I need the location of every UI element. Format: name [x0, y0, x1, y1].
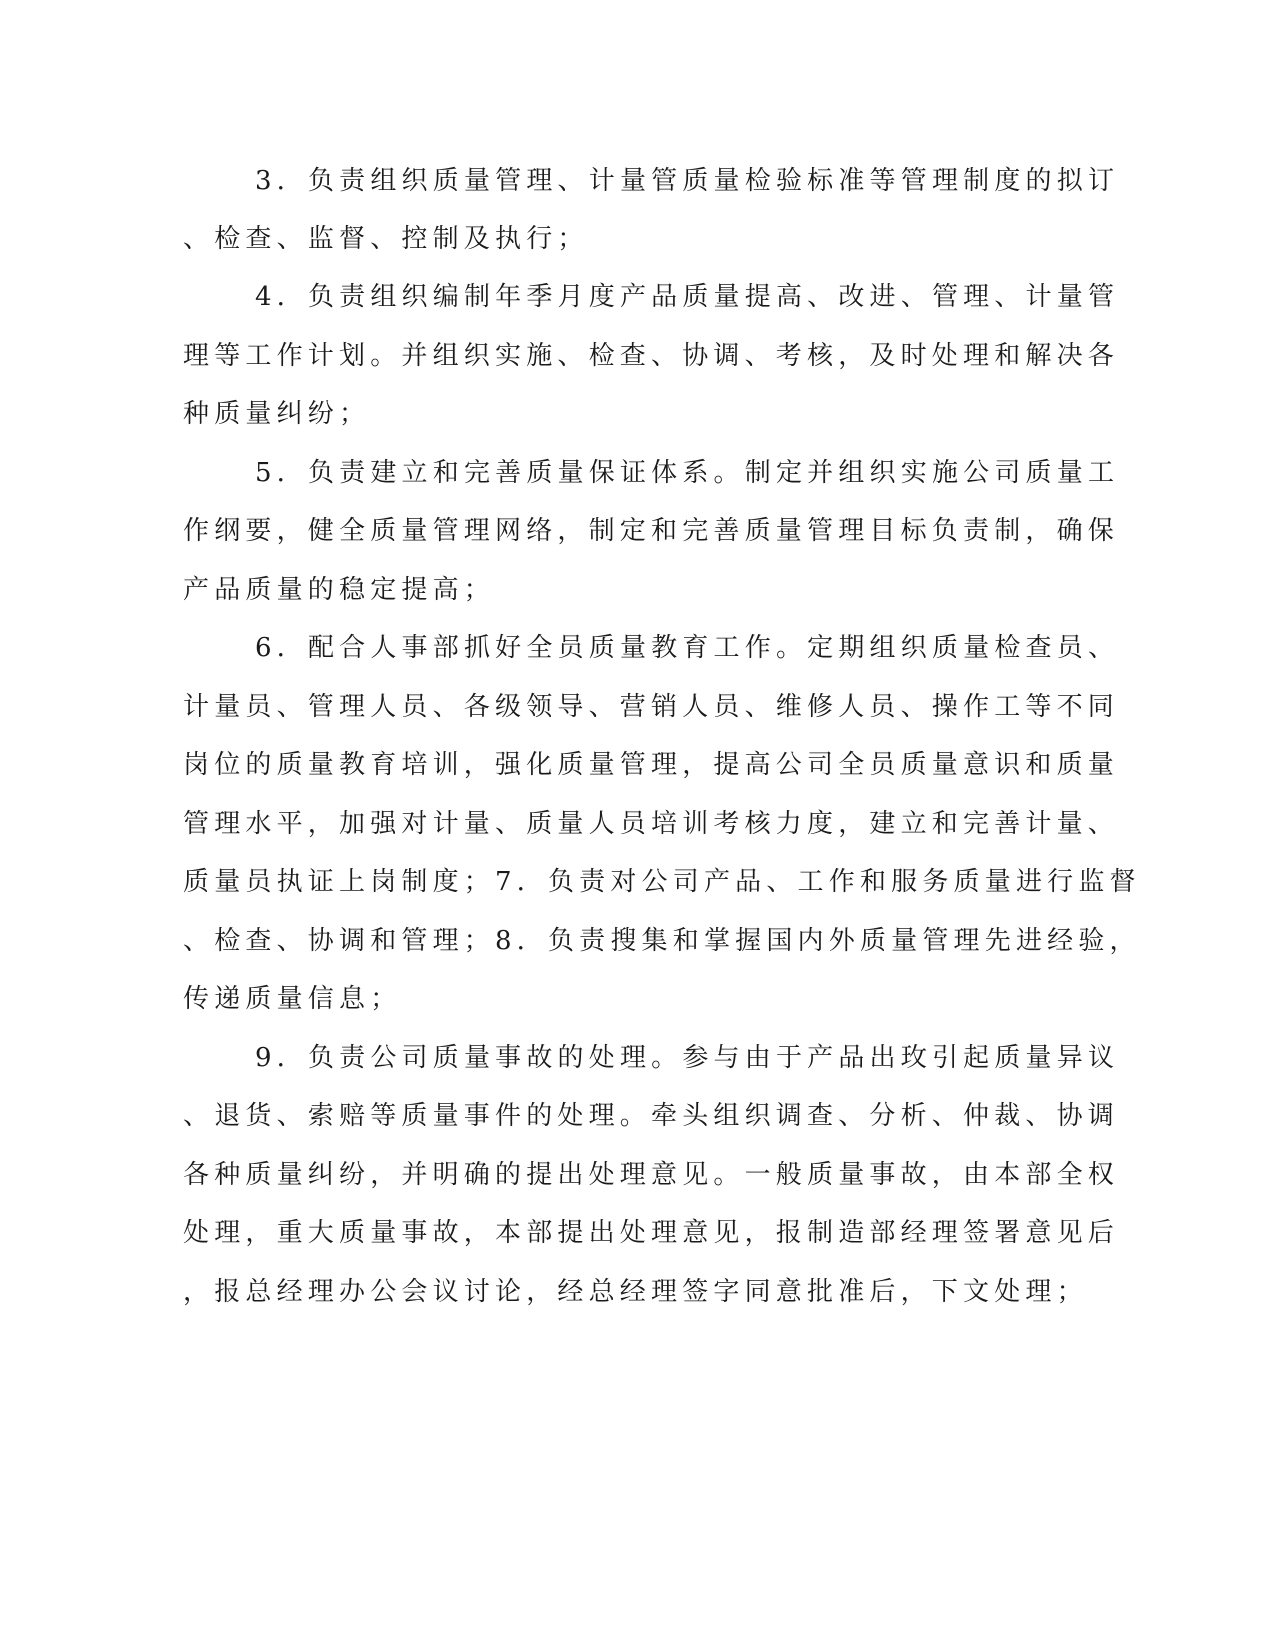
paragraph-6-line-3: 岗位的质量教育培训，强化质量管理，提高公司全员质量意识和质量	[183, 750, 1120, 780]
paragraph-6-line-5: 质量员执证上岗制度；7．负责对公司产品、工作和服务质量进行监督	[183, 867, 1141, 897]
paragraph-9-line-1: 9．负责公司质量事故的处理。参与由于产品出玫引起质量异议	[255, 1043, 1120, 1073]
paragraph-9-line-3: 各种质量纠纷，并明确的提出处理意见。一般质量事故，由本部全权	[183, 1160, 1120, 1190]
paragraph-4-line-3: 种质量纠纷；	[183, 399, 371, 429]
paragraph-9-line-5: ，报总经理办公会议讨论，经总经理签字同意批准后，下文处理；	[183, 1277, 1088, 1307]
paragraph-9-line-4: 处理，重大质量事故，本部提出处理意见，报制造部经理签署意见后	[183, 1218, 1120, 1248]
paragraph-5-line-3: 产品质量的稳定提高；	[183, 575, 496, 605]
paragraph-5-line-2: 作纲要，健全质量管理网络，制定和完善质量管理目标负责制，确保	[183, 516, 1120, 546]
paragraph-3-line-1: 3．负责组织质量管理、计量管质量检验标准等管理制度的拟订	[255, 166, 1120, 196]
paragraph-9-line-2: 、退货、索赔等质量事件的处理。牵头组织调查、分析、仲裁、协调	[183, 1101, 1120, 1131]
paragraph-6-line-6: 、检查、协调和管理；8．负责搜集和掌握国内外质量管理先进经验，	[183, 926, 1141, 956]
paragraph-6-line-4: 管理水平，加强对计量、质量人员培训考核力度，建立和完善计量、	[183, 809, 1120, 839]
paragraph-3-line-2: 、检查、监督、控制及执行；	[183, 224, 589, 254]
paragraph-6-line-7: 传递质量信息；	[183, 984, 402, 1014]
paragraph-5-line-1: 5．负责建立和完善质量保证体系。制定并组织实施公司质量工	[255, 458, 1120, 488]
paragraph-6-line-1: 6．配合人事部抓好全员质量教育工作。定期组织质量检查员、	[255, 633, 1120, 663]
paragraph-4-line-2: 理等工作计划。并组织实施、检查、协调、考核，及时处理和解决各	[183, 341, 1120, 371]
paragraph-6-line-2: 计量员、管理人员、各级领导、营销人员、维修人员、操作工等不同	[183, 692, 1120, 722]
paragraph-4-line-1: 4．负责组织编制年季月度产品质量提高、改进、管理、计量管	[255, 282, 1120, 312]
